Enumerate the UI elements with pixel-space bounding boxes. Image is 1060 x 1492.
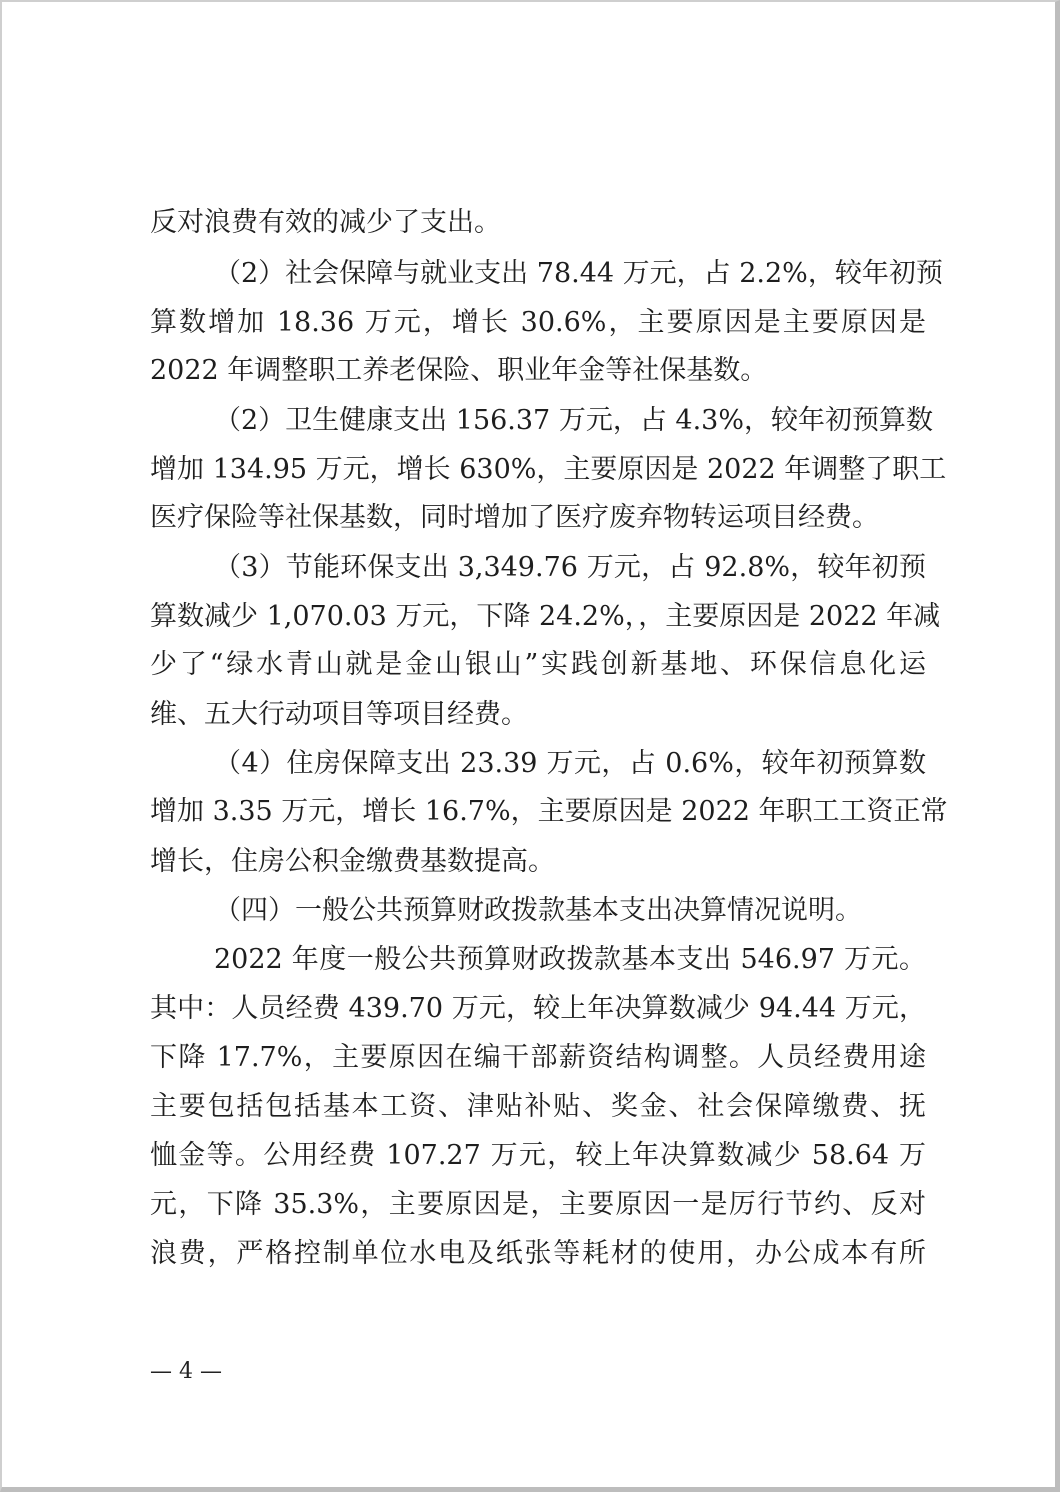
text-line: 医疗保险等社保基数，同时增加了医疗废弃物转运项目经费。 [150,502,879,533]
paragraph-start-line: （4）住房保障支出 23.39 万元，占 0.6%，较年初预算数 [214,748,926,779]
text-line: 下降 17.7%，主要原因在编干部薪资结构调整。人员经费用途 [150,1042,926,1073]
text-line: 其中：人员经费 439.70 万元，较上年决算数减少 94.44 万元， [150,993,926,1024]
text-line: 维、五大行动项目等项目经费。 [150,699,528,730]
text-line: 恤金等。公用经费 107.27 万元，较上年决算数减少 58.64 万 [150,1140,926,1171]
text-line: 2022 年调整职工养老保险、职业年金等社保基数。 [150,355,768,386]
text-line: 浪费，严格控制单位水电及纸张等耗材的使用，办公成本有所 [150,1238,926,1269]
paragraph-start-line: （3）节能环保支出 3,349.76 万元，占 92.8%，较年初预 [214,552,926,583]
section-heading: （四）一般公共预算财政拨款基本支出决算情况说明。 [214,895,862,926]
text-line: 主要包括包括基本工资、津贴补贴、奖金、社会保障缴费、抚 [150,1091,926,1122]
text-line: 算数增加 18.36 万元，增长 30.6%，主要原因是主要原因是 [150,307,926,338]
text-line: 算数减少 1,070.03 万元，下降 24.2%，，主要原因是 2022 年减 [150,601,941,632]
paragraph-start-line: 2022 年度一般公共预算财政拨款基本支出 546.97 万元。 [214,944,926,975]
text-line: 增加 3.35 万元，增长 16.7%，主要原因是 2022 年职工工资正常 [150,796,948,827]
text-line: 增长，住房公积金缴费基数提高。 [150,846,555,877]
text-line: 反对浪费有效的减少了支出。 [150,207,501,238]
paragraph-start-line: （2）社会保障与就业支出 78.44 万元，占 2.2%，较年初预 [214,258,943,289]
paragraph-start-line: （2）卫生健康支出 156.37 万元，占 4.3%，较年初预算数 [214,405,933,436]
text-line: 少了“绿水青山就是金山银山”实践创新基地、环保信息化运 [150,649,926,680]
text-line: 增加 134.95 万元，增长 630%，主要原因是 2022 年调整了职工 [150,454,947,485]
page-number: — 4 — [150,1359,222,1384]
text-line: 元，下降 35.3%，主要原因是，主要原因一是厉行节约、反对 [150,1189,926,1220]
